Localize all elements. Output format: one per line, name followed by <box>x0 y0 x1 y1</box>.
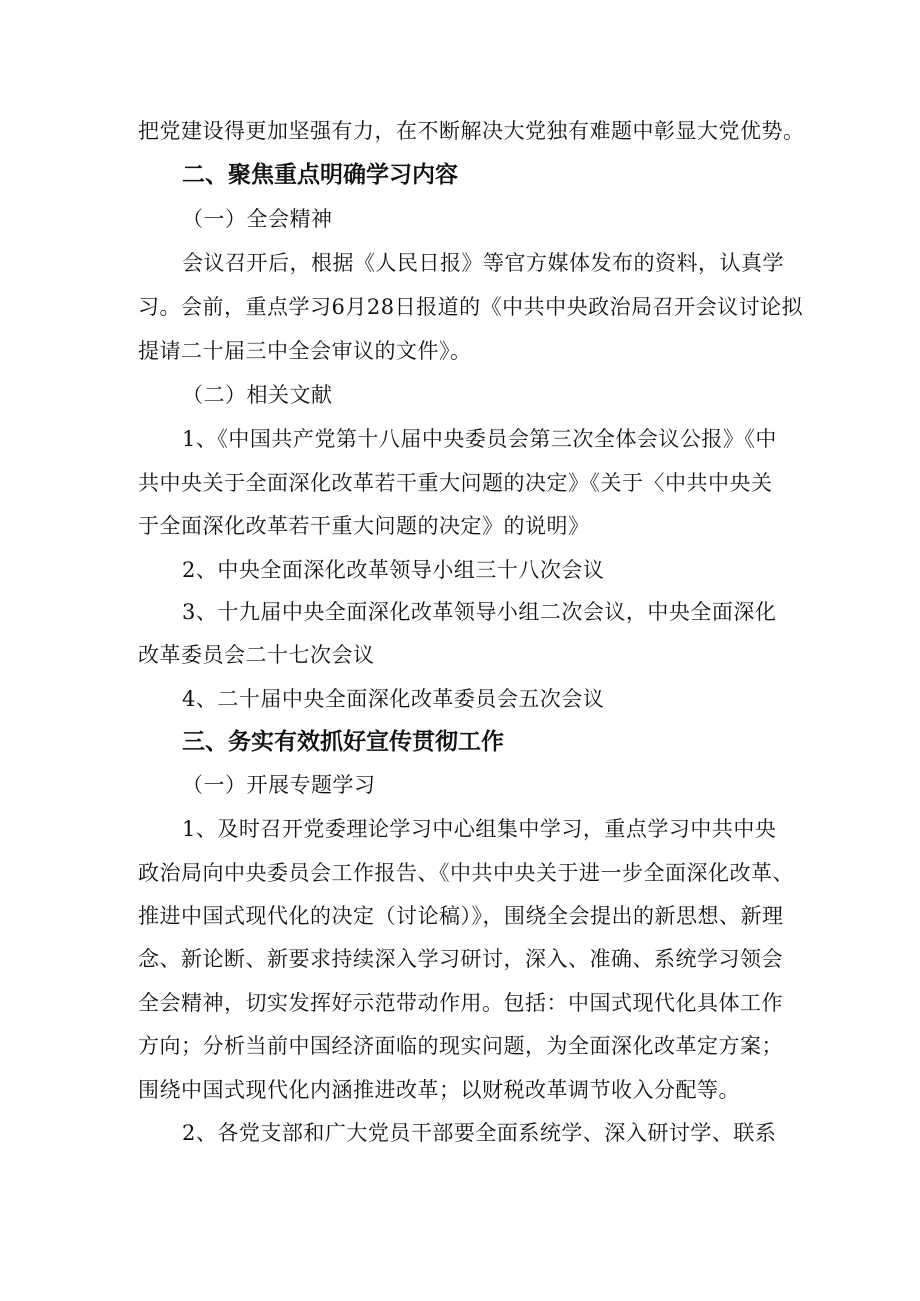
paragraph-line: 政治局向中央委员会工作报告、《中共中央关于进一步全面深化改革、 <box>138 861 794 885</box>
list-item: 4、二十届中央全面深化改革委员会五次会议 <box>182 687 605 711</box>
subsection-heading: （一）开展专题学习 <box>182 773 376 797</box>
paragraph-line: 念、新论断、新要求持续深入学习研讨，深入、准确、系统学习领会 <box>138 947 783 971</box>
section-heading-2: 二、聚焦重点明确学习内容 <box>182 162 458 188</box>
list-item: 2、中央全面深化改革领导小组三十八次会议 <box>182 558 605 582</box>
paragraph-line: 全会精神，切实发挥好示范带动作用。包括：中国式现代化具体工作 <box>138 991 783 1015</box>
subsection-heading: （一）全会精神 <box>182 207 333 231</box>
paragraph-line: 于全面深化改革若干重大问题的决定》的说明》 <box>138 514 590 538</box>
paragraph-line: 方向；分析当前中国经济面临的现实问题，为全面深化改革定方案； <box>138 1034 783 1058</box>
paragraph-line: 习。会前，重点学习6月28日报道的《中共中央政治局召开会议讨论拟 <box>138 295 804 319</box>
list-item: 2、各党支部和广大党员干部要全面系统学、深入研讨学、联系 <box>182 1121 777 1145</box>
paragraph-line: 会议召开后，根据《人民日报》等官方媒体发布的资料，认真学 <box>182 251 784 275</box>
paragraph-line: 提请二十届三中全会审议的文件》。 <box>138 339 472 363</box>
list-item: 1、《中国共产党第十八届中央委员会第三次全体会议公报》《中 <box>182 427 777 451</box>
list-item: 1、及时召开党委理论学习中心组集中学习，重点学习中共中央 <box>182 817 777 841</box>
subsection-heading: （二）相关文献 <box>182 383 333 407</box>
paragraph-line: 改革委员会二十七次会议 <box>138 643 375 667</box>
paragraph-line: 围绕中国式现代化内涵推进改革；以财税改革调节收入分配等。 <box>138 1078 740 1102</box>
paragraph-line: 推进中国式现代化的决定（讨论稿）》，围绕全会提出的新思想、新理 <box>138 904 784 928</box>
paragraph-line: 共中央关于全面深化改革若干重大问题的决定》《关于〈中共中央关 <box>138 471 773 495</box>
paragraph-line: 把党建设得更加坚强有力，在不断解决大党独有难题中彰显大党优势。 <box>138 119 805 143</box>
list-item: 3、十九届中央全面深化改革领导小组二次会议，中央全面深化 <box>182 600 777 624</box>
section-heading-3: 三、务实有效抓好宣传贯彻工作 <box>182 729 504 755</box>
